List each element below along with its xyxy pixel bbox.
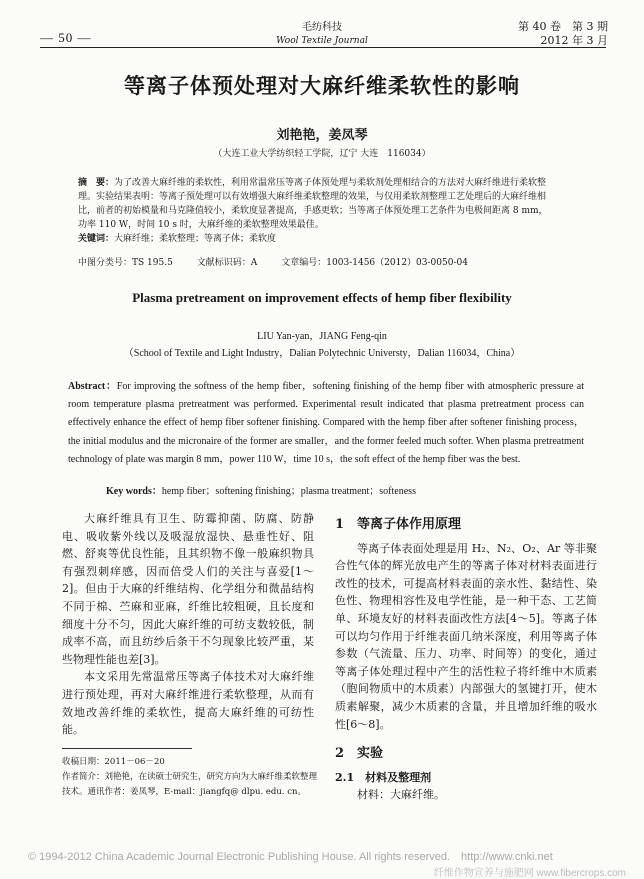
authors-en: LIU Yan-yan，JIANG Feng-qin <box>257 331 387 342</box>
section-1-paragraph: 等离子体表面处理是用 H₂、N₂、O₂、Ar 等非聚合性气体的辉光放电产生的等离子体对材料表面进行改性的技术，可提高材料表面的亲水性、黏结性、染色性、物理相容性及电学性能，是一种干态、工艺简单、环境友好的材料表面改性方法[4～5]。等离子体可以均匀作用于纤维表面几纳米深度，利用等离子体参数（气流量、压力、功率、时间等）的变化，通过等离子体处理过程中产生的活性粒子将纤维中木质素（胞间物质中的木质素）内部强大的氢键打开，使木质素解聚，减少木质素的含量，并且增加纤维的吸水性[6～8]。 <box>335 541 597 731</box>
affiliation: （大连工业大学纺织轻工学院，辽宁 大连 116034） <box>213 149 431 159</box>
keywords-en-label: Key words： <box>106 486 162 497</box>
abstract-en-text: For improving the softness of the hemp fiber，softening finishing of the hemp fiber with atmospheric pressure at room temperature plasma pretreatment was performed. Experimental result indicated that plasma pretreatment process can effectively enhance the effect of hemp fiber softener finishing. Compared with the hemp fiber after softener finishing process，the initial modulus and the micronaire of the former are smaller，and the former feeled much softer. When plasma pretreatment technology of plate was margin 8 mm，power 110 W，time 10 s，the soft effect of the hemp fiber was the best. <box>68 381 584 465</box>
keywords-en-text: hemp fiber；softening finishing；plasma treatment；softeness <box>161 486 416 497</box>
watermark: 纤维作物宣养与施肥网 www.fibercrops.com <box>433 868 626 879</box>
body-right-column <box>335 510 597 804</box>
clc-number: 中图分类号：TS 195.5 <box>78 258 173 268</box>
abstract-text: 为了改善大麻纤维的柔软性，利用常温常压等离子体预处理与柔软剂处理相结合的方法对大麻纤维进行柔软整理。实验结果表明：等离子预处理可以有效增强大麻纤维柔软整理的效果，与仅用柔软剂整理工艺处理后的大麻纤维相比，前者的初始模量和马克隆值较小，柔软度显著提高，手感更软；当等离子体预处理工艺条件为电极间距离 8 mm，功率 110 W，时间 10 s 时，大麻纤维的柔软整理效果最佳。 <box>78 178 548 230</box>
intro-paragraph-2: 本文采用先常温常压等离子体技术对大麻纤维进行预处理，再对大麻纤维进行柔软整理，从而有效地改善纤维的柔软性，提高大麻纤维的可纺性能。 <box>62 670 314 737</box>
doc-code: 文献标识码：A <box>196 258 258 268</box>
copyright-notice: © 1994-2012 China Academic Journal Electronic Publishing House. All rights reserved. http://www.cnki.net <box>28 851 553 863</box>
abstract-cn <box>78 176 556 246</box>
classification-line <box>78 255 556 268</box>
keywords-cn <box>78 232 556 246</box>
issue-info <box>518 20 608 48</box>
section-2-heading: 2 实验 <box>335 746 384 762</box>
article-title: 等离子体预处理对大麻纤维柔软性的影响 <box>124 73 520 98</box>
section-1-heading: 1 等离子体作用原理 <box>335 517 462 532</box>
author-bio: 作者简介：刘艳艳，在读硕士研究生，研究方向为大麻纤维柔软整理技术。通讯作者：姜凤琴，E-mail：jiangfq@ dlpu. edu. cn。 <box>62 772 318 797</box>
page-number: — 50 — <box>40 30 92 45</box>
article-number: 文章编号：1003-1456（2012）03-0050-04 <box>281 258 468 268</box>
issue-date: 2012 年 3 月 <box>540 34 608 47</box>
received-date: 收稿日期：2011－06－20 <box>62 757 165 767</box>
keywords-en <box>106 482 584 497</box>
journal-name-en: Wool Textile Journal <box>276 36 368 46</box>
abstract-en <box>68 378 584 469</box>
issue-volume: 第 40 卷 第 3 期 <box>518 20 608 33</box>
header-rule <box>40 47 606 48</box>
journal-name-cn: 毛纺科技 <box>302 22 342 33</box>
intro-paragraph-1: 大麻纤维具有卫生、防霉抑菌、防腐、防静电、吸收紫外线以及吸湿放湿快、悬垂性好、阻燃、舒爽等优良性能，且其织物不像一般麻织物具有强烈刺痒感，因而倍受人们的关注与喜爱[1～2]。但由于大麻的纤维结构、化学组分和微晶结构不同于棉、苎麻和亚麻，纤维比较粗硬，且长度和细度十分不匀，因此大麻纤维的可纺支数较低，制成率不高，而且纺纱后条干不匀现象比较严重，某些物理性能也差[3]。 <box>62 512 314 666</box>
body-left-column <box>62 510 314 739</box>
footnote <box>62 755 324 800</box>
authors: 刘艳艳，姜凤琴 <box>276 128 368 143</box>
abstract-label: 摘 要： <box>78 178 115 188</box>
title-en: Plasma pretreament on improvement effects of hemp fiber flexibility <box>132 290 512 305</box>
keywords-text: 大麻纤维；柔软整理；等离子体；柔软度 <box>114 234 277 244</box>
keywords-label: 关键词： <box>78 234 115 244</box>
footnote-rule <box>62 748 192 749</box>
section-2-1-heading: 2.1 材料及整理剂 <box>335 770 432 784</box>
abstract-en-label: Abstract： <box>68 381 117 392</box>
affiliation-en: （School of Textile and Light Industry，Dalian Polytechnic Universty，Dalian 116034，China） <box>123 348 521 359</box>
section-2-1-paragraph: 材料：大麻纤维。 <box>357 788 445 802</box>
